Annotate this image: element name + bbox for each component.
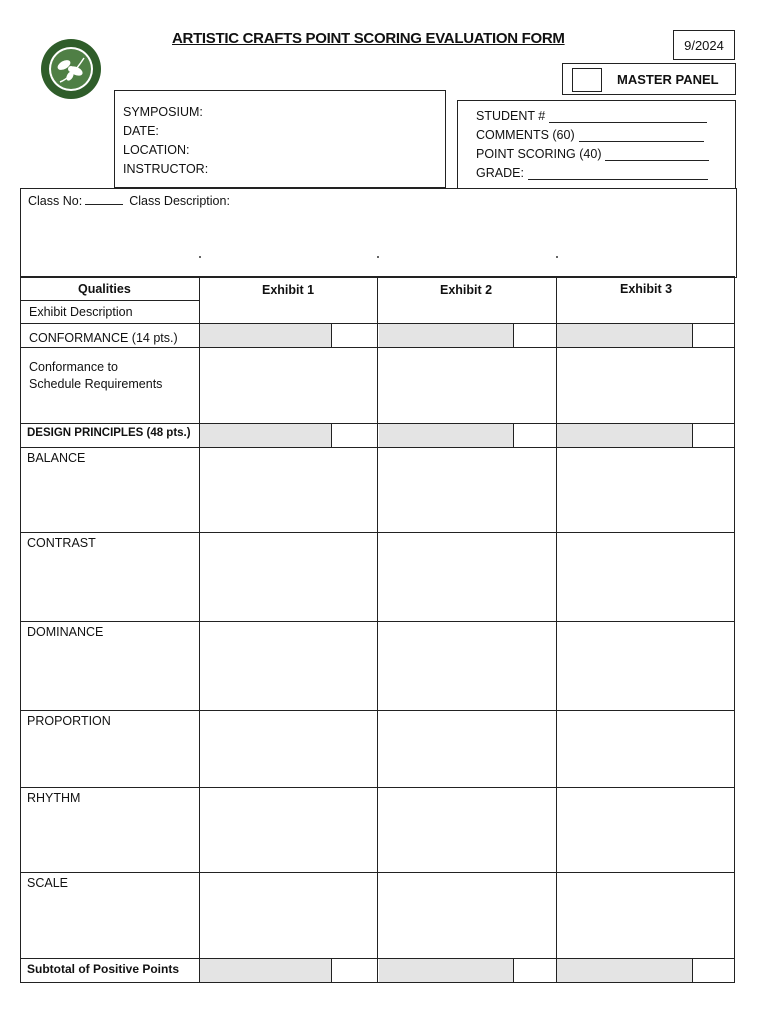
score-divider: [692, 959, 693, 982]
subtotal-exhibit2-shade: [379, 959, 513, 982]
row-divider: [20, 447, 735, 448]
conformance-section-label: CONFORMANCE (14 pts.): [29, 331, 178, 345]
comments-label: COMMENTS (60): [476, 128, 575, 142]
comments-row: [476, 128, 704, 142]
conformance-item-label: Conformance to Schedule Requirements: [29, 360, 163, 391]
grade-field[interactable]: [528, 167, 708, 180]
form-version: 9/2024: [684, 37, 724, 53]
column-divider: [199, 276, 200, 983]
class-description-label: Class Description:: [129, 194, 230, 208]
row-divider: [20, 347, 735, 348]
conformance-exhibit2-shade: [379, 324, 513, 347]
score-divider: [513, 424, 514, 447]
subtotal-exhibit3-shade: [557, 959, 692, 982]
header-qualities: Qualities: [78, 282, 131, 296]
design-exhibit1-shade: [200, 424, 331, 447]
quality-scale: SCALE: [27, 876, 68, 890]
exhibit-description-label: Exhibit Description: [29, 305, 133, 319]
master-panel-checkbox[interactable]: [572, 68, 602, 92]
row-divider: [20, 532, 735, 533]
row-divider: [20, 621, 735, 622]
subtotal-exhibit1-shade: [200, 959, 331, 982]
design-exhibit2-shade: [379, 424, 513, 447]
class-no-label: Class No:: [28, 194, 83, 208]
point-scoring-label: POINT SCORING (40): [476, 147, 602, 161]
master-panel-label: MASTER PANEL: [617, 72, 719, 87]
location-label: LOCATION:: [123, 143, 190, 157]
row-divider: [20, 872, 735, 873]
instructor-label: INSTRUCTOR:: [123, 162, 209, 176]
evaluation-table: [20, 276, 735, 983]
column-divider: [377, 276, 378, 983]
student-number-label: STUDENT #: [476, 109, 546, 123]
row-divider: [20, 958, 735, 959]
grade-label: GRADE:: [476, 166, 524, 180]
score-divider: [331, 959, 332, 982]
grade-row: [476, 166, 708, 180]
point-scoring-field[interactable]: [605, 148, 709, 161]
score-divider: [692, 424, 693, 447]
student-info-box: [457, 100, 736, 189]
row-divider: [20, 982, 735, 983]
quality-proportion: PROPORTION: [27, 714, 111, 728]
symposium-info-box: [114, 90, 446, 188]
column-divider: [556, 276, 557, 983]
score-divider: [692, 324, 693, 347]
form-title: ARTISTIC CRAFTS POINT SCORING EVALUATION FORM: [172, 30, 565, 47]
comments-field[interactable]: [579, 129, 704, 142]
design-principles-label: DESIGN PRINCIPLES (48 pts.): [27, 427, 191, 439]
row-divider: [20, 323, 735, 324]
club-seal-logo-icon: [40, 38, 102, 100]
table-border: [734, 276, 735, 983]
conformance-exhibit1-shade: [200, 324, 331, 347]
student-number-row: [476, 109, 707, 123]
header-exhibit-3: Exhibit 3: [620, 282, 673, 296]
dot-mark: [556, 256, 558, 258]
score-divider: [513, 959, 514, 982]
class-no-field[interactable]: [85, 194, 123, 205]
header-exhibit-2: Exhibit 2: [440, 283, 493, 297]
row-divider: [20, 276, 735, 277]
score-divider: [331, 424, 332, 447]
score-divider: [513, 324, 514, 347]
date-label: DATE:: [123, 124, 159, 138]
quality-balance: BALANCE: [27, 451, 86, 465]
point-scoring-row: [476, 147, 709, 161]
row-divider: [20, 300, 200, 301]
quality-dominance: DOMINANCE: [27, 625, 104, 639]
student-number-field[interactable]: [549, 110, 707, 123]
symposium-label: SYMPOSIUM:: [123, 105, 203, 119]
design-exhibit3-shade: [557, 424, 692, 447]
row-divider: [20, 787, 735, 788]
header-exhibit-1: Exhibit 1: [262, 283, 315, 297]
dot-mark: [377, 256, 379, 258]
conformance-exhibit3-shade: [557, 324, 692, 347]
row-divider: [20, 710, 735, 711]
dot-mark: [199, 256, 201, 258]
score-divider: [331, 324, 332, 347]
row-divider: [20, 423, 735, 424]
quality-contrast: CONTRAST: [27, 536, 96, 550]
subtotal-label: Subtotal of Positive Points: [27, 962, 180, 976]
table-border: [20, 276, 21, 983]
quality-rhythm: RHYTHM: [27, 791, 81, 805]
class-info-row: [28, 194, 230, 208]
form-version-box: [673, 30, 735, 60]
